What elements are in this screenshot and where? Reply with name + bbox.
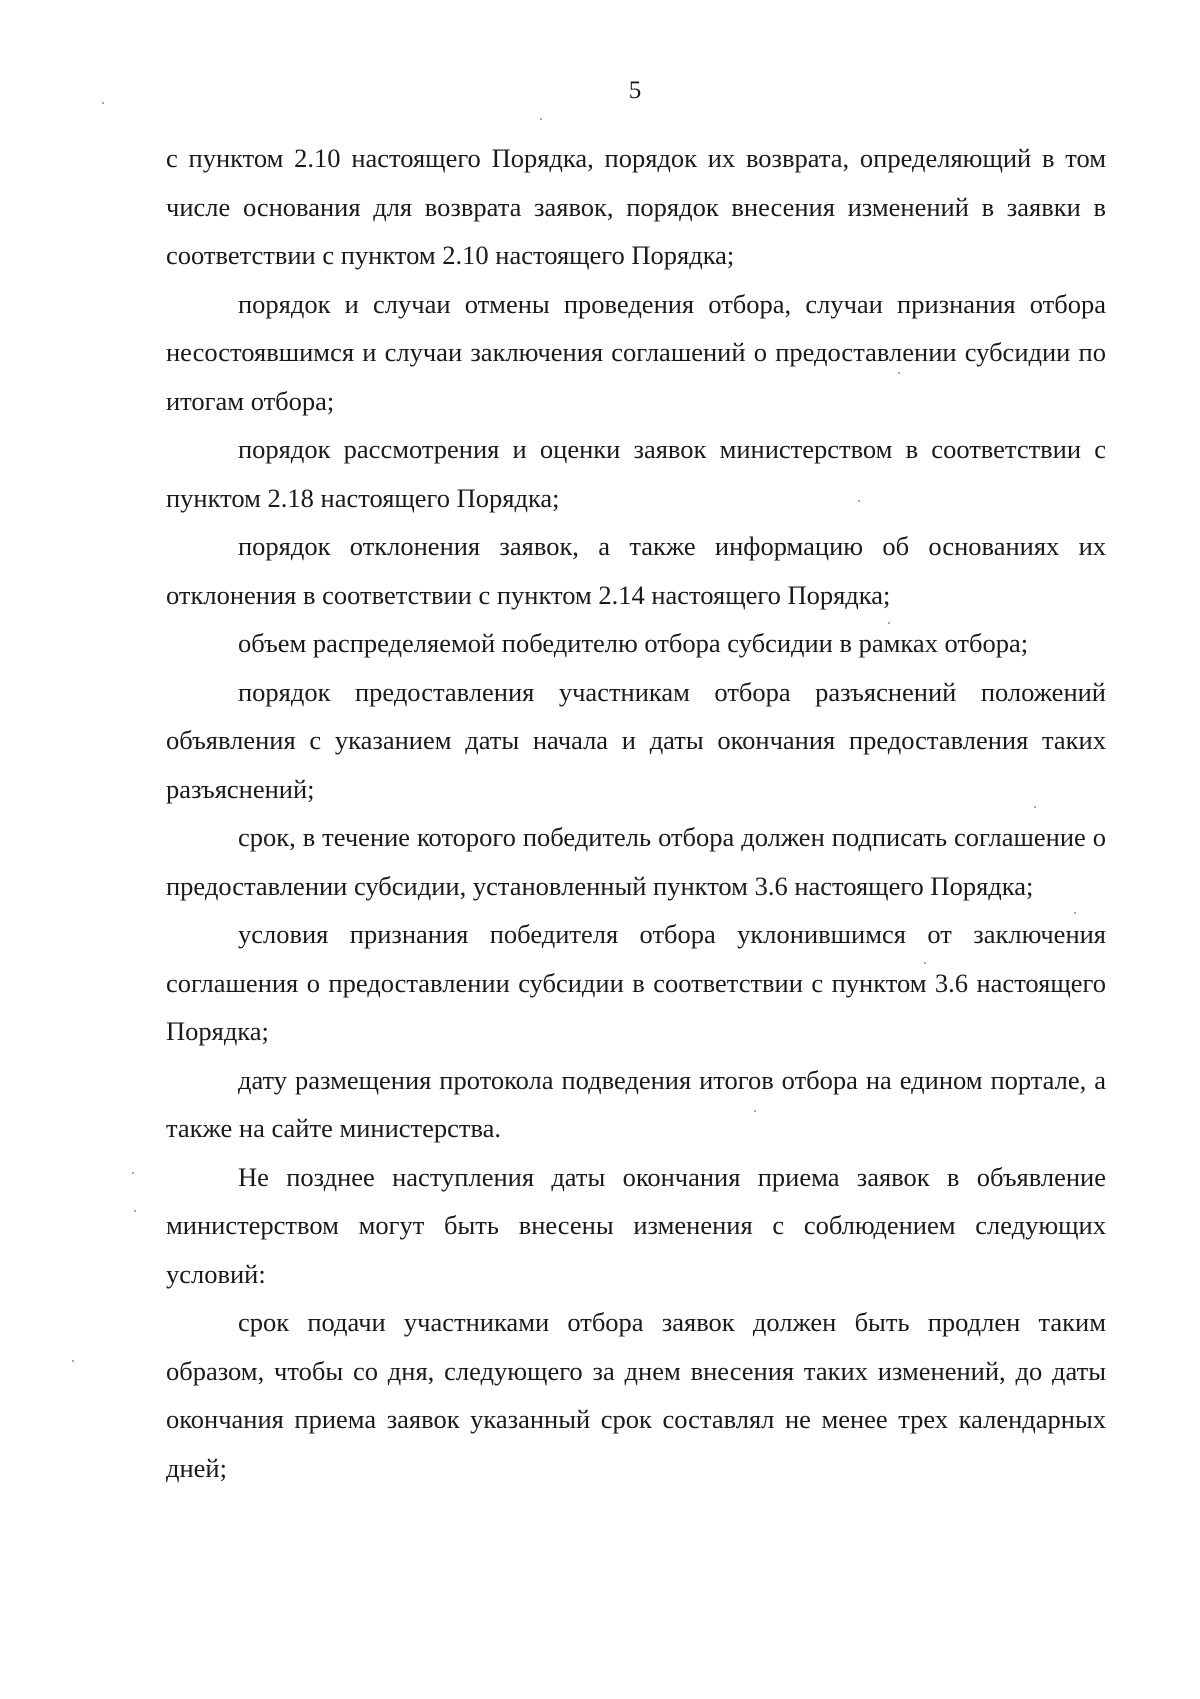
paragraph-2: порядок и случаи отмены проведения отбора, случаи признания отбора несостоявшимся и случаи заключения соглашений о предоставлении субсидии по итогам отбора; [166, 288, 1106, 416]
paragraph-4: порядок отклонения заявок, а также информацию об основаниях их отклонения в соответствии с пунктом 2.14 настоящего Порядка; [166, 531, 1106, 610]
paragraph-11: срок подачи участниками отбора заявок должен быть продлен таким образом, чтобы со дня, следующего за днем внесения таких изменений, до даты окончания приема заявок указанный срок составлял не менее трех календарных дней; [166, 1307, 1106, 1483]
scan-speck [72, 1360, 74, 1362]
paragraph-3: порядок рассмотрения и оценки заявок министерством в соответствии с пунктом 2.18 настоящего Порядка; [166, 434, 1106, 513]
scan-speck [858, 500, 860, 502]
scan-speck [132, 1172, 134, 1174]
scan-speck [888, 622, 890, 624]
scan-speck [134, 1210, 136, 1212]
paragraph-7: срок, в течение которого победитель отбора должен подписать соглашение о предоставлении субсидии, установленный пунктом 3.6 настоящего Порядка; [166, 822, 1106, 901]
paragraph-10: Не позднее наступления даты окончания приема заявок в объявление министерством могут быть внесены изменения с соблюдением следующих условий: [166, 1161, 1106, 1289]
paragraph-5: объем распределяемой победителю отбора субсидии в рамках отбора; [238, 628, 1029, 658]
paragraph-9: дату размещения протокола подведения итогов отбора на едином портале, а также на сайте министерства. [166, 1064, 1106, 1143]
scan-speck [924, 962, 926, 964]
paragraph-6: порядок предоставления участникам отбора разъяснений положений объявления с указанием даты начала и даты окончания предоставления таких разъяснений; [166, 676, 1106, 804]
page-number: 5 [628, 77, 642, 104]
scan-speck [540, 118, 542, 120]
paragraph-1: с пунктом 2.10 настоящего Порядка, порядок их возврата, определяющий в том числе основания для возврата заявок, порядок внесения изменений в заявки в соответствии с пунктом 2.10 настоящего Порядка; [166, 143, 1106, 270]
scan-speck [754, 1110, 756, 1112]
paragraph-8: условия признания победителя отбора уклонившимся от заключения соглашения о предоставлении субсидии в соответствии с пунктом 3.6 настоящего Порядка; [166, 919, 1106, 1046]
scan-speck [898, 372, 900, 374]
scan-speck [1074, 912, 1076, 914]
document-body [166, 134, 1106, 1492]
scan-speck [1034, 806, 1036, 808]
scan-speck [102, 102, 104, 104]
